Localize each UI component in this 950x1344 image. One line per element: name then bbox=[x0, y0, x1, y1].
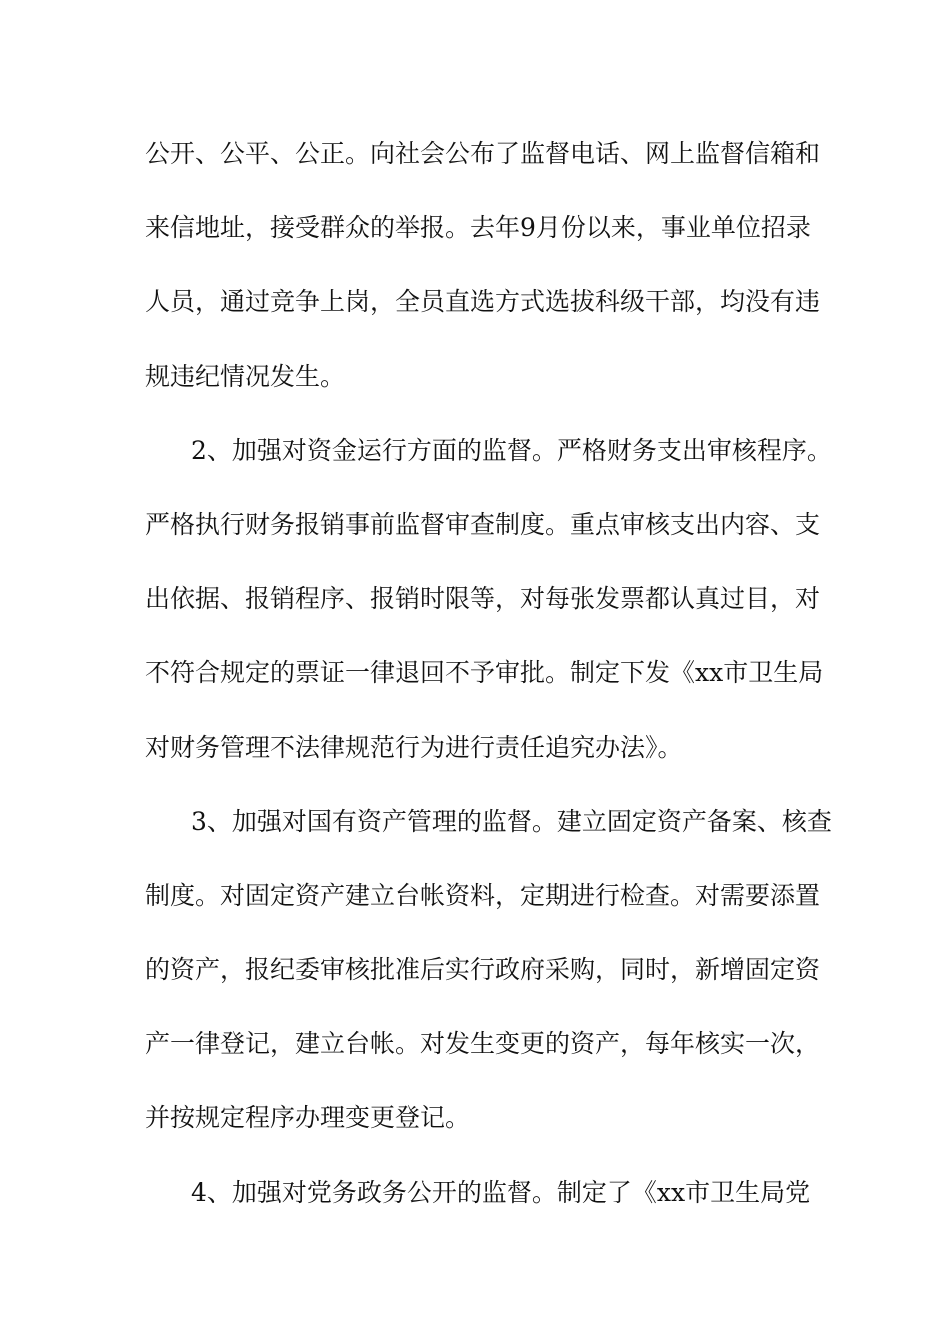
text-line: 规违纪情况发生。 bbox=[145, 361, 346, 391]
text-line: 严格执行财务报销事前监督审查制度。重点审核支出内容、支 bbox=[145, 509, 821, 539]
paragraph-4-start: 4、加强对党务政务公开的监督。制定了《xx市卫生局党 bbox=[191, 1177, 811, 1207]
text-line: 的资产，报纪委审核批准后实行政府采购，同时，新增固定资 bbox=[145, 955, 821, 985]
text-line: 对财务管理不法律规范行为进行责任追究办法》。 bbox=[145, 732, 683, 762]
paragraph-2-start: 2、加强对资金运行方面的监督。严格财务支出审核程序。 bbox=[191, 435, 832, 465]
text-line: 公开、公平、公正。向社会公布了监督电话、网上监督信箱和 bbox=[145, 139, 821, 168]
text-line: 来信地址，接受群众的举报。去年9月份以来，事业单位招录 bbox=[145, 213, 811, 243]
text-line: 不符合规定的票证一律退回不予审批。制定下发《xx市卫生局 bbox=[145, 658, 824, 688]
text-line: 制度。对固定资产建立台帐资料，定期进行检查。对需要添置 bbox=[145, 880, 821, 910]
text-line: 人员，通过竞争上岗，全员直选方式选拔科级干部，均没有违 bbox=[145, 287, 821, 317]
document-body bbox=[145, 134, 832, 1247]
paragraph-3-start: 3、加强对国有资产管理的监督。建立固定资产备案、核查 bbox=[191, 806, 832, 836]
text-line: 并按规定程序办理变更登记。 bbox=[145, 1103, 471, 1133]
text-line: 出依据、报销程序、报销时限等，对每张发票都认真过目，对 bbox=[145, 584, 821, 614]
text-line: 产一律登记，建立台帐。对发生变更的资产，每年核实一次， bbox=[145, 1029, 821, 1059]
